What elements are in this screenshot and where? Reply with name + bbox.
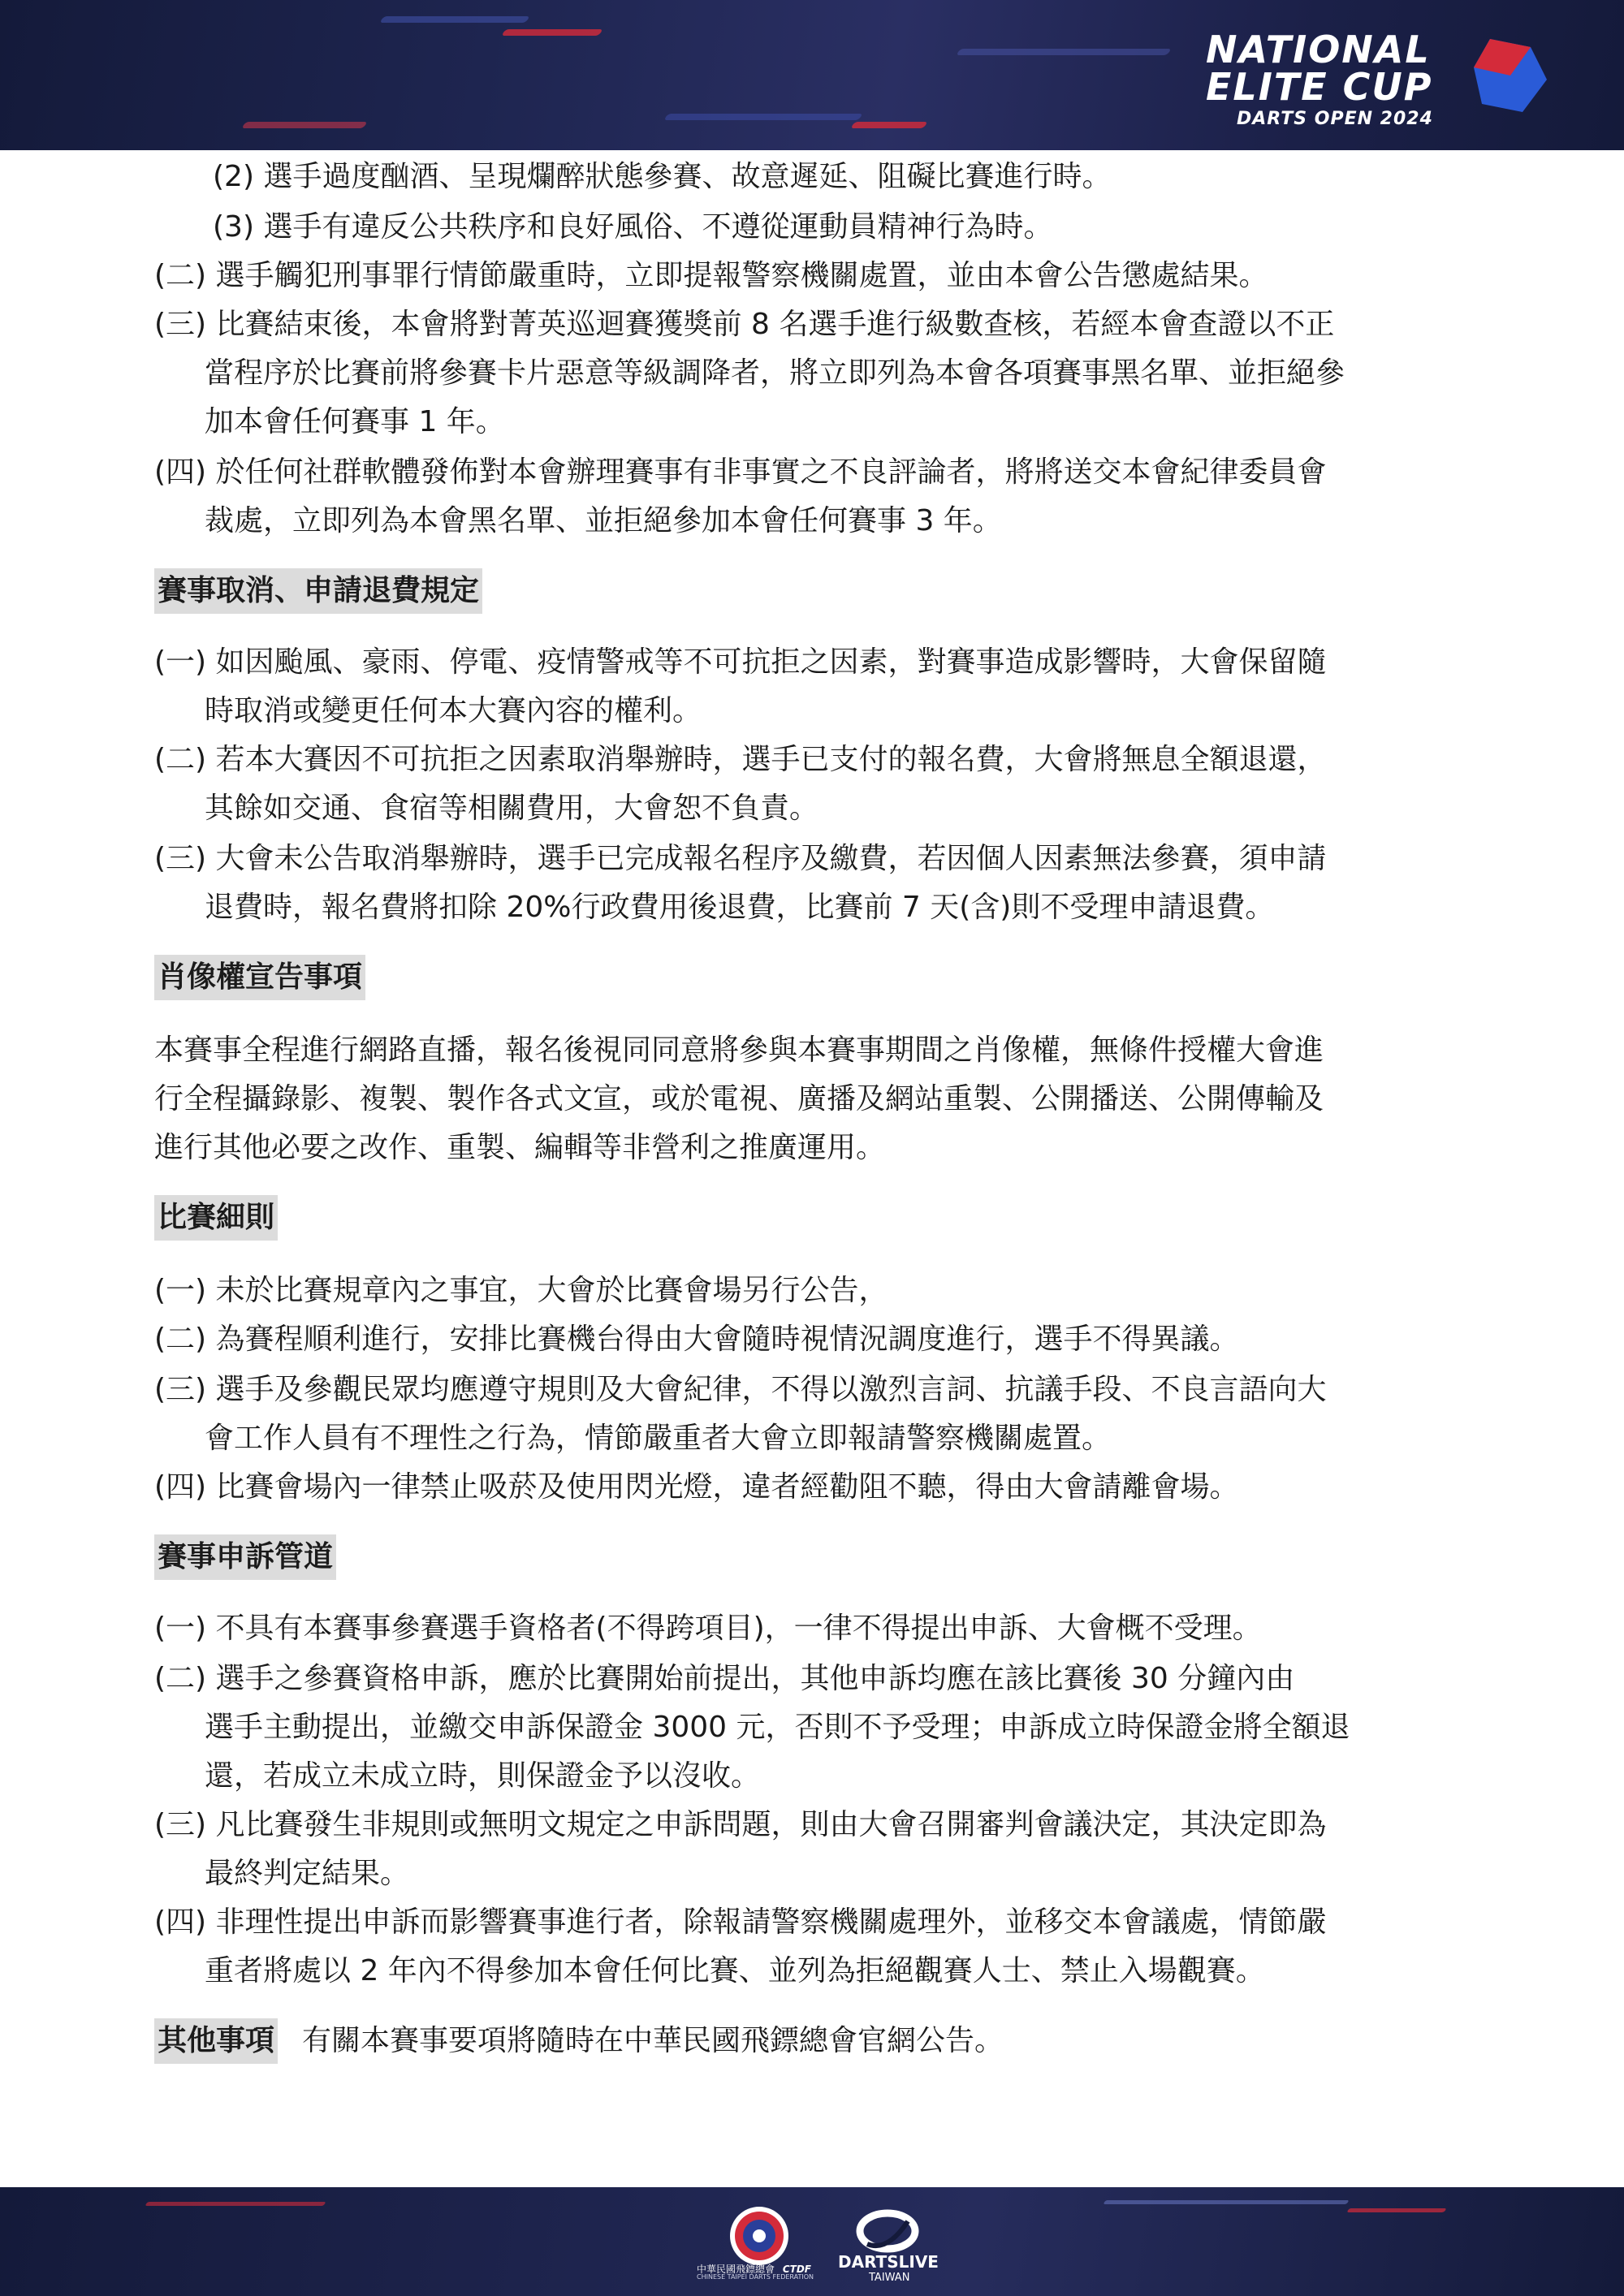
text-line: 其餘如交通、食宿等相關費用，大會恕不負責。 (205, 792, 819, 825)
section-heading-appeals: 賽事申訴管道 (154, 1534, 336, 1580)
text-line: 有關本賽事要項將隨時在中華民國飛鏢總會官網公告。 (302, 2024, 1004, 2057)
text-line: (3) 選手有違反公共秩序和良好風俗、不遵從運動員精神行為時。 (213, 210, 1053, 244)
text-line: (三) 比賽結束後，本會將對菁英巡迴賽獲獎前 8 名選手進行級數查核，若經本會查證以不正 (154, 308, 1335, 341)
text-line: 裁處，立即列為本會黑名單、並拒絕參加本會任何賽事 3 年。 (205, 504, 1002, 537)
text-line: 還，若成立未成立時，則保證金予以沒收。 (205, 1759, 761, 1793)
dartslive-region: TAIWAN (869, 2272, 910, 2284)
section-heading-cancel-refund: 賽事取消、申請退費規定 (154, 568, 482, 614)
section-heading-other: 其他事項 (154, 2018, 278, 2064)
text-line: (三) 凡比賽發生非規則或無明文規定之申訴問題，則由大會召開審判會議決定，其決定即為 (154, 1808, 1327, 1841)
text-line: 當程序於比賽前將參賽卡片惡意等級調降者，將立即列為本會各項賽事黑名單、並拒絕參 (205, 356, 1345, 390)
logo-line3: DARTS OPEN 2024 (1237, 109, 1433, 129)
text-line: (2) 選手過度酗酒、呈現爛醉狀態參賽、故意遲延、阻礙比賽進行時。 (213, 160, 1112, 193)
text-line: 最終判定結果。 (205, 1857, 410, 1890)
text-line: 行全程攝錄影、複製、製作各式文宣，或於電視、廣播及網站重製、公開播送、公開傳輸及 (154, 1082, 1324, 1116)
ctdf-english-name: CHINESE TAIPEI DARTS FEDERATION (697, 2273, 814, 2281)
text-line: (三) 大會未公告取消舉辦時，選手已完成報名程序及繳費，若因個人因素無法參賽，須申請 (154, 842, 1327, 875)
text-line: 時取消或變更任何本大賽內容的權利。 (205, 694, 702, 727)
text-line: 進行其他必要之改作、重製、編輯等非營利之推廣運用。 (154, 1131, 886, 1164)
text-line: 會工作人員有不理性之行為，情節嚴重者大會立即報請警察機關處置。 (205, 1422, 1112, 1455)
text-line: 退費時，報名費將扣除 20%行政費用後退費，比賽前 7 天(含)則不受理申請退費。 (205, 891, 1275, 924)
footer-streak (1103, 2200, 1350, 2204)
dartslive-name: DARTSLIVE (838, 2252, 939, 2272)
text-line: (二) 若本大賽因不可抗拒之因素取消舉辦時，選手已支付的報名費，大會將無息全額退還， (154, 743, 1327, 776)
text-line: (四) 於任何社群軟體發佈對本會辦理賽事有非事實之不良評論者，將將送交本會紀律委員會 (154, 455, 1327, 489)
text-line: (四) 比賽會場內一律禁止吸菸及使用閃光燈，違者經勸阻不聽，得由大會請離會場。 (154, 1470, 1239, 1504)
footer-streak (145, 2202, 326, 2206)
text-line: (三) 選手及參觀民眾均應遵守規則及大會紀律，不得以激烈言詞、抗議手段、不良言語向大 (154, 1373, 1327, 1406)
logo-line2: ELITE CUP (1206, 65, 1433, 109)
ctdf-name: 中華民國飛鏢總會 (697, 2264, 775, 2275)
text-line: 重者將處以 2 年內不得參加本會任何比賽、並列為拒絕觀賽人士、禁止入場觀賽。 (205, 1954, 1265, 1987)
section-heading-portrait-rights: 肖像權宣告事項 (154, 955, 365, 1000)
logo-line1: NATIONAL (1206, 28, 1431, 71)
text-line: (二) 為賽程順利進行，安排比賽機台得由大會隨時視情況調度進行，選手不得異議。 (154, 1323, 1239, 1356)
text-line: 加本會任何賽事 1 年。 (205, 405, 505, 438)
section-heading-match-rules: 比賽細則 (154, 1195, 278, 1241)
text-line: (一) 不具有本賽事參賽選手資格者(不得跨項目)，一律不得提出申訴、大會概不受理。 (154, 1612, 1262, 1645)
text-line: 選手主動提出，並繳交申訴保證金 3000 元，否則不予受理；申訴成立時保證金將全額退 (205, 1711, 1350, 1744)
text-line: (二) 選手觸犯刑事罪行情節嚴重時，立即提報警察機關處置，並由本會公告懲處結果。 (154, 259, 1268, 292)
footer-streak (1346, 2208, 1447, 2212)
text-line: (一) 未於比賽規章內之事宜，大會於比賽會場另行公告， (154, 1274, 888, 1307)
text-line: (二) 選手之參賽資格申訴，應於比賽開始前提出，其他申訴均應在該比賽後 30 分鐘內由 (154, 1662, 1295, 1695)
footer-banner (0, 2187, 1624, 2296)
ctdf-abbr: CTDF (782, 2264, 811, 2275)
text-line: (一) 如因颱風、豪雨、停電、疫情警戒等不可抗拒之因素，對賽事造成影響時，大會保留隨 (154, 645, 1327, 679)
text-line: 本賽事全程進行網路直播，報名後視同同意將參與本賽事期間之肖像權，無條件授權大會進 (154, 1034, 1324, 1067)
text-line: (四) 非理性提出申訴而影響賽事進行者，除報請警察機關處理外，並移交本會議處，情節嚴 (154, 1905, 1327, 1939)
